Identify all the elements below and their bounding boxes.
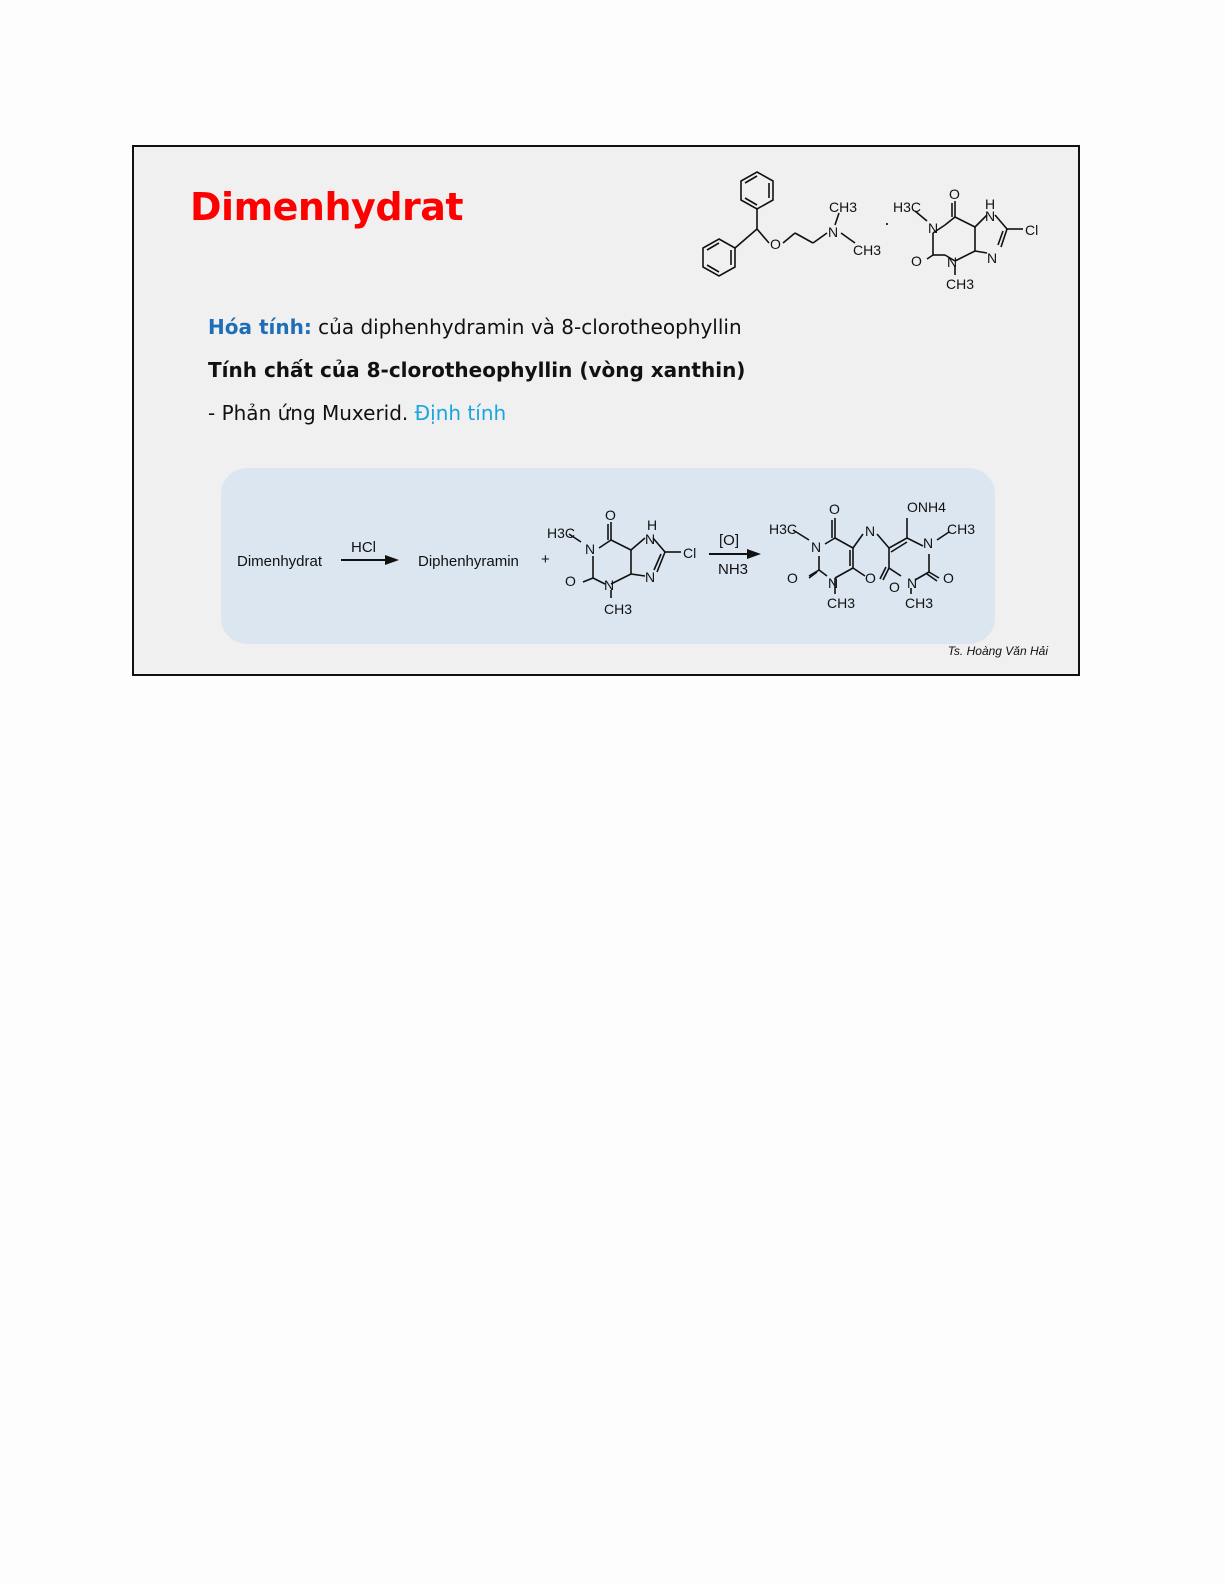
chemistry-line [208, 315, 742, 339]
dimenhydrinate-structure [689, 167, 1069, 292]
product-h3c-label: H3C [769, 521, 798, 537]
murexide-reaction-scheme [221, 468, 995, 644]
theo-ch3-label: CH3 [946, 276, 975, 292]
theo-n1-label: N [928, 220, 939, 236]
author-credit: Ts. Hoàng Văn Hải [947, 644, 1048, 658]
theo-n3-label: N [947, 254, 958, 270]
product-ch3-right-label: CH3 [947, 521, 976, 537]
reaction-line [208, 401, 506, 425]
rx-h-label: H [647, 517, 658, 533]
rx-o2-label: O [565, 573, 576, 589]
rx-n9-label: N [645, 569, 656, 585]
amine-n-label: N [828, 224, 839, 240]
amine-ch3-bottom-label: CH3 [853, 242, 882, 258]
rx-ch3-label: CH3 [604, 601, 633, 617]
theo-h3c-label: H3C [893, 199, 922, 215]
reagent-oxidant-label: [O] [719, 532, 740, 549]
product-n-bottom-right-label: N [907, 575, 918, 591]
amine-ch3-top-label: CH3 [829, 199, 858, 215]
rx-o6-label: O [605, 507, 616, 523]
rx-n7-label: N [645, 531, 656, 547]
slide-title: Dimenhydrat [190, 185, 464, 229]
product-n-left-label: N [811, 539, 822, 555]
reagent-hcl-label: HCl [351, 539, 376, 556]
product-o-mid-left-label: O [865, 570, 876, 586]
reaction-panel [221, 468, 995, 644]
qualitative-highlight: Định tính [414, 401, 507, 425]
product-o-right-label: O [943, 570, 954, 586]
product-o-left-label: O [787, 570, 798, 586]
theo-cl-label: Cl [1025, 222, 1039, 238]
product-o-top-left-label: O [829, 501, 840, 517]
slide [132, 145, 1080, 676]
chemistry-text: của diphenhydramin và 8-clorotheophyllin [311, 315, 742, 339]
product-onh4-label: ONH4 [907, 499, 946, 515]
chemistry-label: Hóa tính: [208, 315, 312, 339]
product-diphenhydramine-label: Diphenhyramin [418, 553, 519, 570]
theo-h-label: H [985, 196, 996, 212]
ether-oxygen-label: O [770, 236, 781, 252]
product-ch3-bottom-right-label: CH3 [905, 595, 934, 611]
theo-o6-label: O [949, 186, 960, 202]
product-n-bottom-left-label: N [828, 575, 839, 591]
reaction-text: - Phản ứng Muxerid. [208, 401, 415, 425]
plus-sign: + [541, 551, 550, 568]
reagent-ammonia-label: NH3 [718, 561, 749, 578]
theo-n9-label: N [987, 250, 998, 266]
salt-dot: · [884, 213, 890, 233]
product-ch3-bottom-left-label: CH3 [827, 595, 856, 611]
reactant-label: Dimenhydrat [237, 553, 323, 570]
product-o-mid-right-label: O [889, 579, 900, 595]
theo-o2-label: O [911, 253, 922, 269]
rx-n1-label: N [585, 541, 596, 557]
rx-h3c-label: H3C [547, 525, 576, 541]
product-imine-n-label: N [865, 523, 876, 539]
rx-n3-label: N [604, 577, 615, 593]
rx-cl-label: Cl [683, 545, 697, 561]
product-n-right-label: N [923, 535, 934, 551]
theo-n7-label: N [985, 208, 996, 224]
property-heading: Tính chất của 8-clorotheophyllin (vòng xanthin) [208, 358, 746, 382]
